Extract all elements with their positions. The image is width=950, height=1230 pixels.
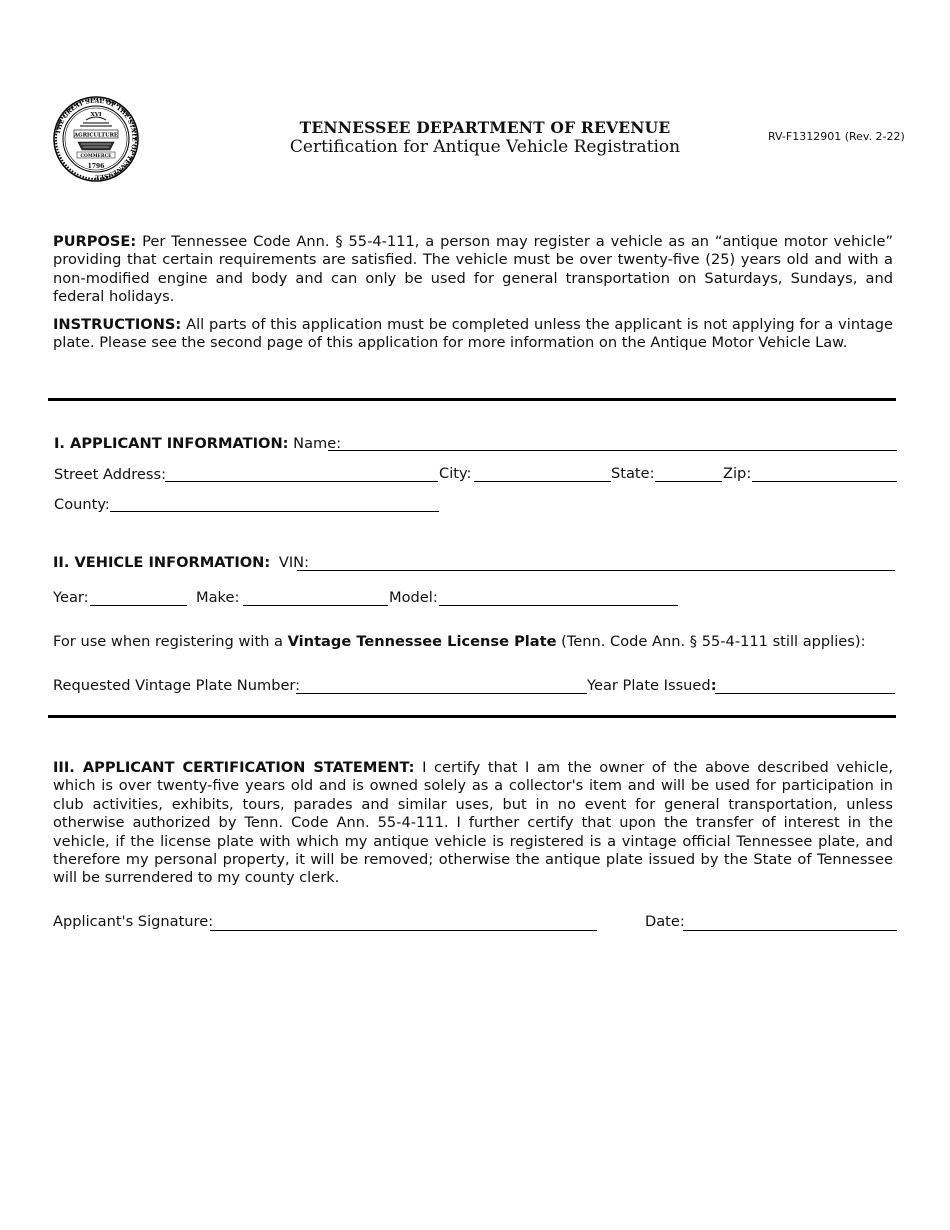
- plate-number-field[interactable]: [296, 693, 587, 694]
- section-divider-top: [48, 398, 896, 401]
- zip-label: Zip:: [723, 465, 752, 482]
- vin-label: VIN:: [278, 554, 309, 571]
- purpose-paragraph: [53, 233, 893, 307]
- name-label: Name:: [293, 435, 342, 452]
- city-field[interactable]: [474, 481, 611, 482]
- year-issued-field[interactable]: [715, 693, 895, 694]
- applicant-info-row: [54, 435, 341, 452]
- section2-heading: II. VEHICLE INFORMATION:: [53, 554, 271, 571]
- year-field[interactable]: [90, 605, 187, 606]
- certification-text: I certify that I am the owner of the above described vehicle, which is over twenty-five years old and is owned solely as a collector's item and will be used for participation in club activities, exhibits, tours, parades and similar uses, but in no event for general transportation, unless otherwise authorized by Tenn. Code Ann. 55-4-111. I further certify that upon the transfer of interest in the vehicle, if the license plate with which my antique vehicle is registered is a vintage official Tennessee plate, and therefore my personal property, it will be removed; otherwise the antique plate issued by the State of Tennessee will be surrendered to my county clerk.: [53, 759, 893, 887]
- seal-ring-text: THE GREAT SEAL OF THE STATE OF TENNESSEE: [54, 97, 138, 181]
- seal-commerce-text: COMMERCE: [80, 153, 112, 159]
- county-field[interactable]: [110, 511, 439, 512]
- make-label: Make:: [196, 589, 240, 606]
- purpose-text: Per Tennessee Code Ann. § 55-4-111, a person may register a vehicle as an “antique motor vehicle” providing that certain requirements are satisfied. The vehicle must be over twenty-five (25) years old and with a non-modified engine and body and can only be used for general transportation on Saturdays, Sundays, and federal holidays.: [53, 233, 894, 306]
- model-field[interactable]: [439, 605, 678, 606]
- vehicle-info-row: [53, 554, 309, 571]
- year-issued-colon: :: [710, 677, 717, 694]
- state-label: State:: [611, 465, 655, 482]
- signature-label: Applicant's Signature:: [53, 913, 214, 930]
- date-field[interactable]: [683, 930, 897, 931]
- signature-field[interactable]: [210, 930, 597, 931]
- city-label: City:: [439, 465, 472, 482]
- street-address-field[interactable]: [165, 481, 438, 482]
- purpose-label: PURPOSE:: [53, 233, 137, 250]
- date-label: Date:: [645, 913, 685, 930]
- name-field[interactable]: [328, 450, 897, 451]
- seal-numeral: XVI: [90, 112, 102, 118]
- seal-year: 1796: [87, 163, 105, 170]
- vin-field[interactable]: [297, 570, 895, 571]
- instructions-paragraph: [53, 316, 893, 353]
- section3-heading: III. APPLICANT CERTIFICATION STATEMENT:: [53, 759, 415, 776]
- vintage-plate-note: [53, 633, 865, 650]
- agency-title: TENNESSEE DEPARTMENT OF REVENUE: [299, 118, 671, 137]
- certification-paragraph: [53, 759, 893, 888]
- year-label: Year:: [53, 589, 89, 606]
- form-title: Certification for Antique Vehicle Registration: [289, 137, 681, 157]
- state-seal: [53, 96, 139, 182]
- state-field[interactable]: [655, 481, 722, 482]
- make-field[interactable]: [243, 605, 388, 606]
- form-number: RV-F1312901 (Rev. 2-22): [768, 130, 905, 143]
- vintage-note-suffix: (Tenn. Code Ann. § 55-4-111 still applies):: [556, 633, 866, 650]
- zip-field[interactable]: [752, 481, 897, 482]
- vintage-note-prefix: For use when registering with a: [53, 633, 288, 650]
- instructions-label: INSTRUCTIONS:: [53, 316, 182, 333]
- street-address-label: Street Address:: [54, 466, 167, 483]
- plate-number-label: Requested Vintage Plate Number:: [53, 677, 301, 694]
- model-label: Model:: [389, 589, 438, 606]
- section1-heading: I. APPLICANT INFORMATION:: [54, 435, 289, 452]
- section-divider-bottom: [48, 715, 896, 718]
- year-issued-label: Year Plate Issued: [587, 677, 711, 694]
- seal-agriculture-text: AGRICULTURE: [74, 132, 118, 139]
- county-label: County:: [54, 496, 110, 513]
- vintage-note-bold: Vintage Tennessee License Plate: [287, 633, 557, 650]
- year-issued-label-group: [587, 677, 717, 694]
- instructions-text: All parts of this application must be completed unless the applicant is not applying for a vintage plate. Please see the second page of this application for more information on the Antique Motor Vehicle Law.: [53, 316, 894, 352]
